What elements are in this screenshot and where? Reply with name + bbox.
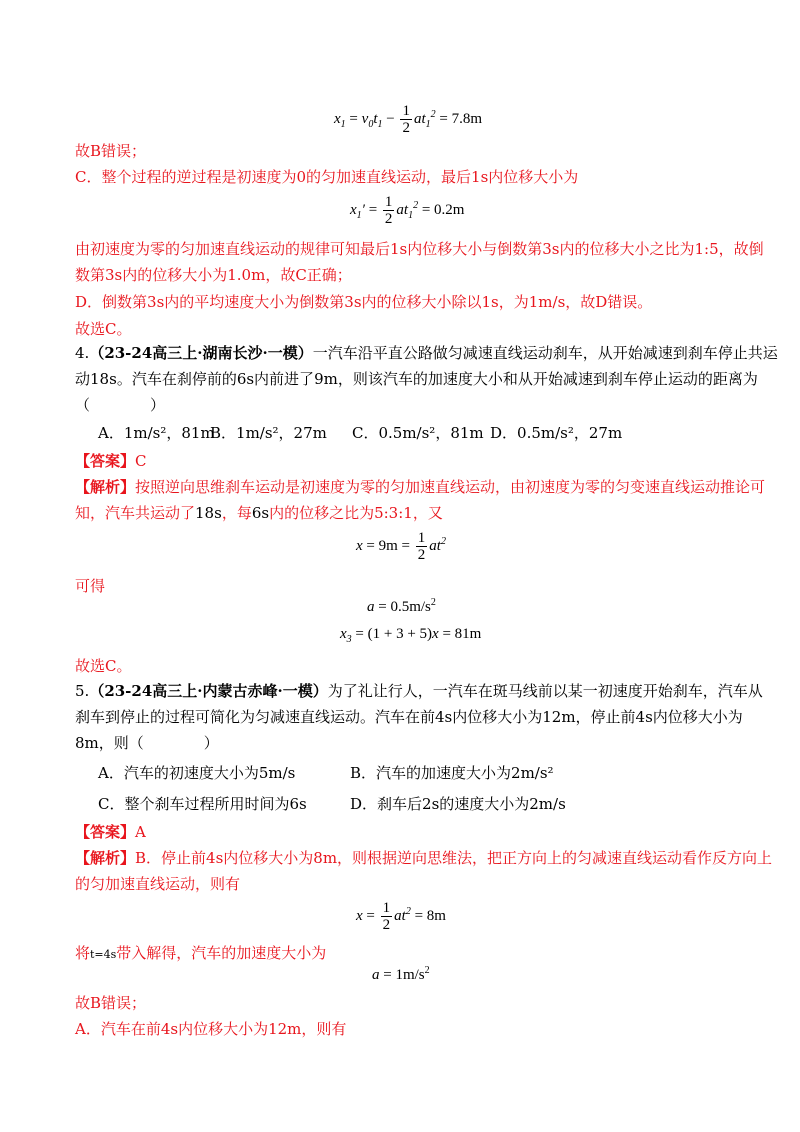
q4-answer [75, 450, 730, 472]
q5-answer-value: A [135, 823, 146, 841]
q4-option-a: A．1m/s²，81m [98, 424, 215, 442]
q4-analysis-label: 【解析】 [75, 478, 136, 496]
q5-analysis-line-1 [75, 847, 773, 869]
q4-bracket: （ ） [75, 396, 166, 414]
q4-option-c: C．0.5m/s²，81m [352, 424, 484, 442]
q4-stem-line-1 [75, 342, 778, 364]
q5-sub-a: 将 [75, 944, 91, 962]
q5-stem-1: 为了礼让行人，一汽车在斑马线前以某一初速度开始刹车，汽车从 [327, 682, 763, 700]
q5-b-wrong: 故B错误； [75, 994, 147, 1012]
q5-analysis-1: B．停止前4s内位移大小为8m，则根据逆向思维法，把正方向上的匀减速直线运动看作反方向上 [135, 849, 773, 867]
q4-conclusion: 故选C。 [75, 657, 132, 675]
q4-number: 4. [75, 344, 90, 362]
q5-stem-line-1 [75, 680, 763, 702]
q5-option-c: C．整个刹车过程所用时间为6s [98, 795, 307, 813]
q4-stem-line-2 [75, 368, 758, 390]
q4-analysis-2d: 6s [251, 504, 270, 522]
q3-c-reason-2: 数第3s内的位移大小为1.0m，故C正确； [75, 266, 352, 284]
q4-stem-2a: 动 [75, 370, 91, 388]
q4-stem-2d: 9m [314, 370, 338, 388]
formula-q5-x: x = $\frac{1}{2}$ $at^2 = 8m$ [356, 900, 446, 933]
formula-q5-a: $a = 1m/s^2$ [372, 965, 430, 983]
q4-stem-2b: 18s [90, 370, 117, 388]
q4-analysis-1: 按照逆向思维刹车运动是初速度为零的匀加速直线运动，由初速度为零的匀变速直线运动推论可 [135, 478, 766, 496]
q5-source: （23-24高三上·内蒙古赤峰·一模） [89, 682, 328, 700]
q4-stem-2c: 。汽车在刹停前的6s内前进了 [116, 370, 315, 388]
q4-option-b: B．1m/s²，27m [210, 424, 327, 442]
q4-stem-2e: ，则该汽车的加速度大小和从开始减速到刹车停止运动的距离为 [337, 370, 758, 388]
q4-analysis-2e: 内的位移之比为5:3:1，又 [269, 504, 443, 522]
q3-d-text: D．倒数第3s内的平均速度大小为倒数第3s内的位移大小除以1s，为1m/s，故D错误。 [75, 293, 653, 311]
q5-stem-line-3: 8m，则（ ） [75, 734, 219, 752]
q4-ke-de: 可得 [75, 577, 106, 595]
q4-analysis-line-2 [75, 502, 730, 524]
q4-answer-value: C [135, 452, 147, 470]
q4-analysis-2b: 18s [195, 504, 222, 522]
formula-q4-x: x = 9m = $\frac{1}{2}$ $at^2$ [356, 530, 446, 563]
formula-q4-a: $a = 0.5m/s^2$ [367, 597, 436, 615]
q4-option-d: D．0.5m/s²，27m [490, 424, 623, 442]
q5-number: 5. [75, 682, 90, 700]
q4-analysis-line-1 [75, 476, 766, 498]
q4-answer-label: 【答案】 [75, 452, 136, 470]
formula-q4-x3: $x_3 = (1 + 3 + 5)x = 81m$ [340, 626, 482, 645]
q5-substitute [75, 942, 730, 966]
q4-source: （23-24高三上·湖南长沙·一模） [89, 344, 313, 362]
q5-option-a: A．汽车的初速度大小为5m/s [98, 764, 296, 782]
q3-conclusion: 故选C。 [75, 320, 132, 338]
q5-option-d: D．刹车后2s的速度大小为2m/s [350, 795, 566, 813]
formula-x1: $x_1 = v_0t_1$ − $\frac{1}{2}$ $at_1^2 = 7.8m$ [334, 103, 483, 136]
q4-analysis-2a: 知，汽车共运动了 [75, 504, 196, 522]
q5-answer-label: 【答案】 [75, 823, 136, 841]
q5-sub-c: 带入解得，汽车的加速度大小为 [116, 944, 327, 962]
q4-stem-1: 一汽车沿平直公路做匀减速直线运动刹车，从开始减速到刹车停止共运 [312, 344, 778, 362]
formula-x1-prime: $x_1'$ = $\frac{1}{2}$ $at_1^2 = 0.2m$ [350, 194, 465, 227]
q5-a-text: A．汽车在前4s内位移大小为12m，则有 [75, 1020, 347, 1038]
q5-answer [75, 821, 730, 843]
q3-c-text: C．整个过程的逆过程是初速度为0的匀加速直线运动，最后1s内位移大小为 [75, 168, 579, 186]
q3-c-reason-1: 由初速度为零的匀加速直线运动的规律可知最后1s内位移大小与倒数第3s内的位移大小之比为1:5，故倒 [75, 240, 764, 258]
q5-analysis-label: 【解析】 [75, 849, 136, 867]
q5-stem-line-2: 刹车到停止的过程可简化为匀减速直线运动。汽车在前4s内位移大小为12m，停止前4s内位移大小为 [75, 708, 743, 726]
q5-option-b: B．汽车的加速度大小为2m/s² [350, 764, 554, 782]
q5-analysis-line-2: 的匀加速直线运动，则有 [75, 875, 241, 893]
q5-sub-b: t=4s [90, 948, 117, 961]
q3-b-wrong: 故B错误； [75, 142, 147, 160]
q4-analysis-2c: ，每 [221, 504, 252, 522]
